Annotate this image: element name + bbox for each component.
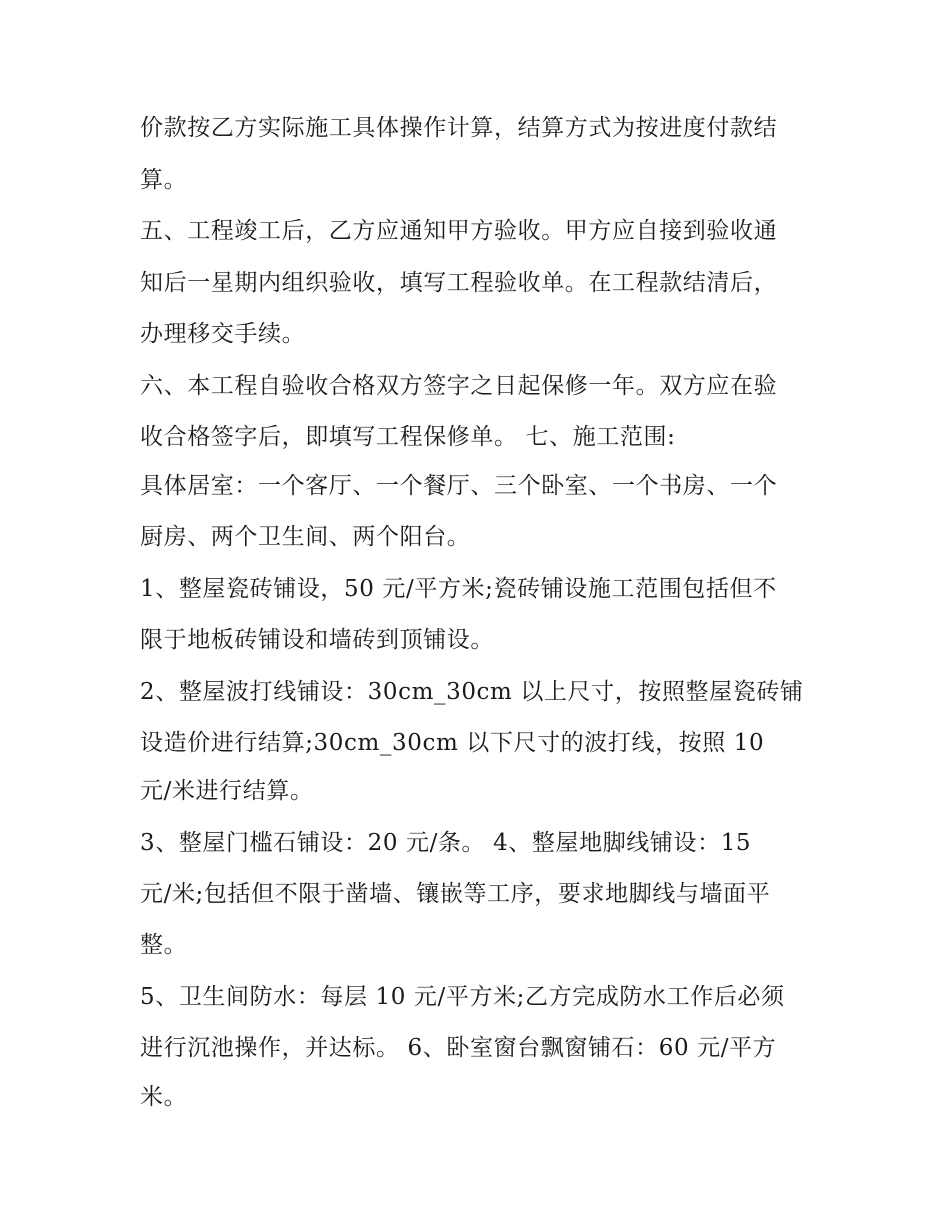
text-line: 1、整屋瓷砖铺设，50 元/平方米;瓷砖铺设施工范围包括但不 (140, 576, 777, 602)
text-line: 进行沉池操作，并达标。 6、卧室窗台飘窗铺石：60 元/平方 (140, 1035, 777, 1061)
text-line: 价款按乙方实际施工具体操作计算，结算方式为按进度付款结 (140, 115, 778, 141)
text-line: 收合格签字后，即填写工程保修单。 七、施工范围: (140, 424, 676, 450)
text-line: 元/米进行结算。 (140, 778, 314, 804)
text-line: 六、本工程自验收合格双方签字之日起保修一年。双方应在验 (140, 373, 778, 399)
text-line: 知后一星期内组织验收，填写工程验收单。在工程款结清后， (140, 270, 778, 296)
text-line: 元/米;包括但不限于凿墙、镶嵌等工序，要求地脚线与墙面平 (140, 881, 771, 907)
text-line: 五、工程竣工后，乙方应通知甲方验收。甲方应自接到验收通 (140, 218, 778, 244)
text-line: 3、整屋门槛石铺设：20 元/条。 4、整屋地脚线铺设：15 (140, 830, 752, 856)
text-line: 算。 (140, 167, 188, 193)
text-line: 米。 (140, 1084, 188, 1110)
text-line: 限于地板砖铺设和墙砖到顶铺设。 (140, 627, 494, 653)
text-line: 整。 (140, 932, 188, 958)
text-line: 5、卫生间防水：每层 10 元/平方米;乙方完成防水工作后必须 (140, 984, 785, 1010)
text-line: 2、整屋波打线铺设：30cm_30cm 以上尺寸，按照整屋瓷砖铺 (140, 679, 804, 705)
text-line: 设造价进行结算;30cm_30cm 以下尺寸的波打线，按照 10 (140, 730, 765, 756)
text-line: 厨房、两个卫生间、两个阳台。 (140, 524, 471, 550)
text-line: 办理移交手续。 (140, 321, 306, 347)
text-line: 具体居室：一个客厅、一个餐厅、三个卧室、一个书房、一个 (140, 473, 778, 499)
